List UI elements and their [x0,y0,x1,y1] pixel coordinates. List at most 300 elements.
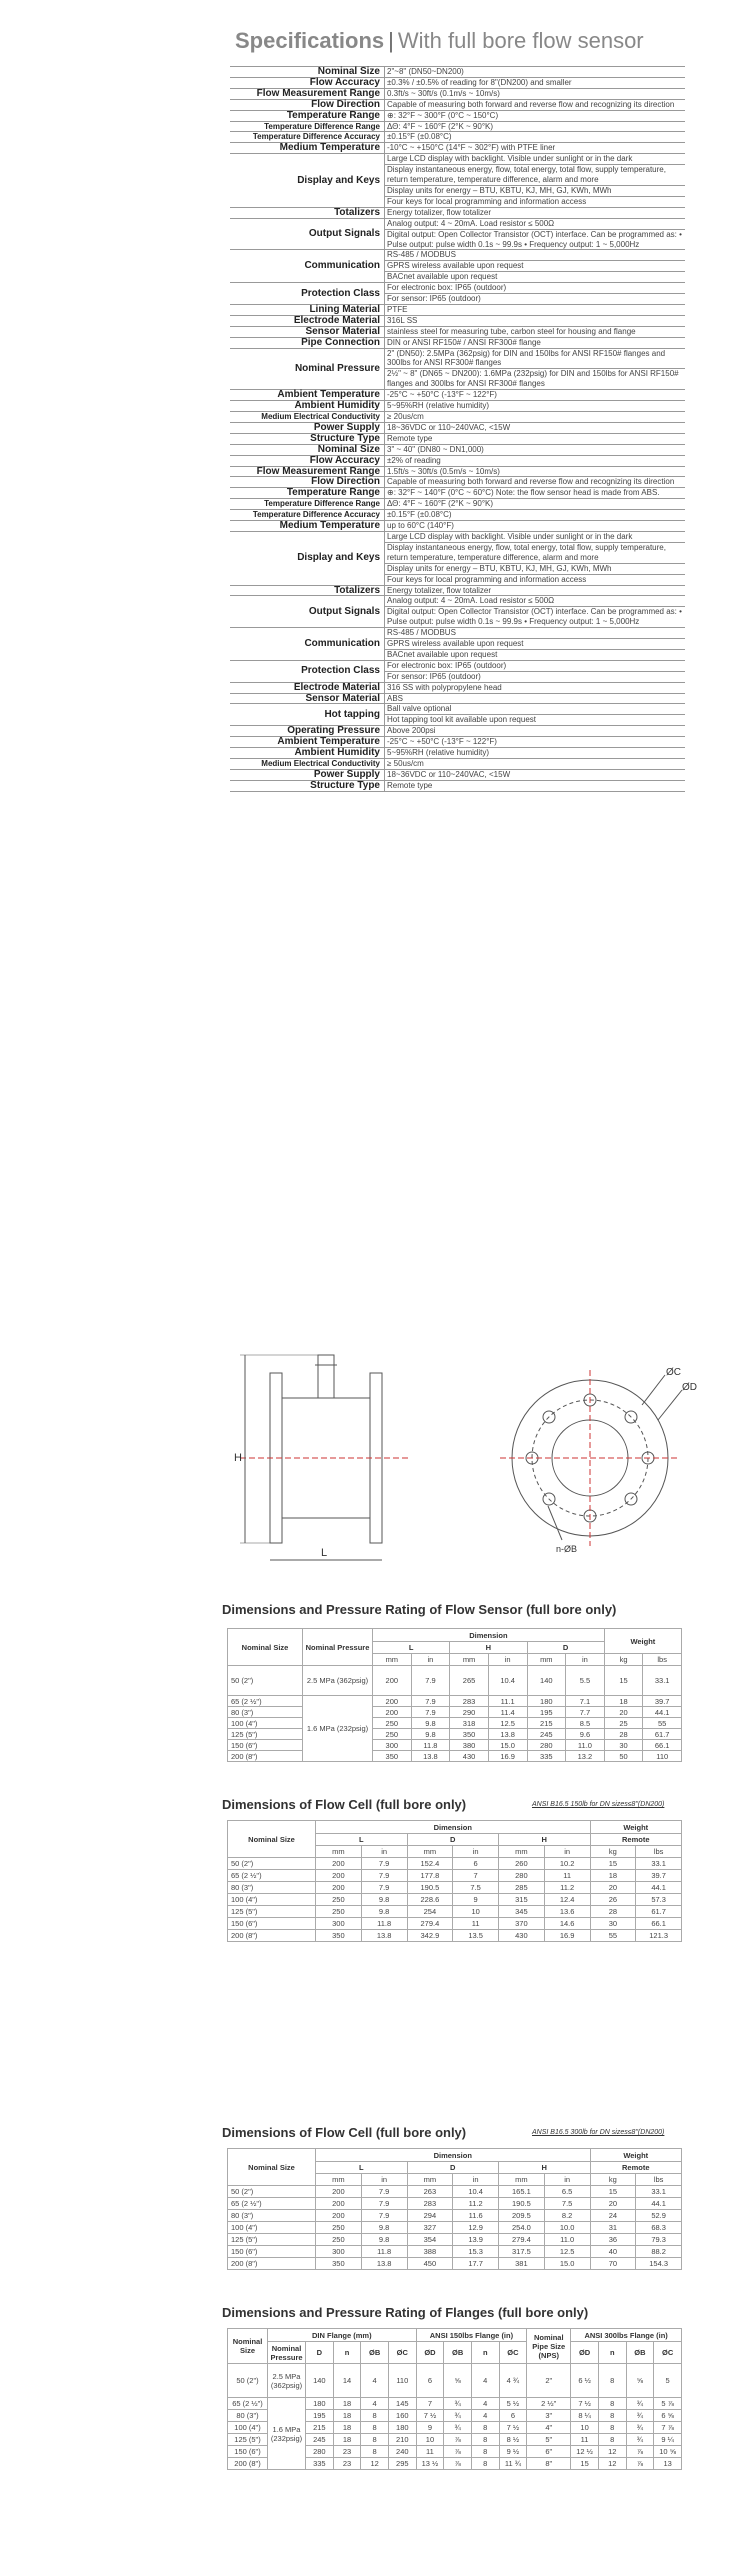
spec-label: Display and Keys [230,154,385,208]
table-cell: 121.3 [636,1930,682,1942]
table-cell: 11.8 [361,2246,407,2258]
spec-row [230,283,685,294]
title-subtitle: With full bore flow sensor [397,28,644,53]
table-cell: 15 [571,2458,599,2470]
table-cell: 279.4 [499,2234,545,2246]
table-cell: 10.4 [453,2186,499,2198]
table-cell: 8 [361,2446,389,2458]
table-cell: 13.5 [453,1930,499,1942]
table-cell: 26 [590,1894,636,1906]
table-cell: 6 ½ [571,2364,599,2398]
table-cell: 290 [450,1707,489,1718]
table-cell: 145 [388,2398,416,2410]
spec-value: -25°C ~ +50°C (-13°F ~ 122°F) [385,390,686,401]
spec-label: Sensor Material [230,693,385,704]
spec-label: Hot tapping [230,704,385,726]
table-cell: 8 [361,2410,389,2422]
table-cell: 50 [604,1751,643,1762]
table-cell: 7.5 [544,2198,590,2210]
table-cell: 195 [306,2410,334,2422]
table-cell: 250 [316,2222,362,2234]
cell150-note: ANSI B16.5 150lb for DN sizes≤8"(DN200) [532,1801,665,1808]
spec-label: Pipe Connection [230,337,385,348]
spec-value: 2½" ~ 8" (DN65 ~ DN200): 1.6MPa (232psig) for DIN and 150lbs for ANSI RF150# flanges and 300lbs for ANSI RF300# flanges [385,369,686,390]
unit-mm: mm [316,2174,362,2186]
table-cell: 8 [471,2434,499,2446]
table-cell: 15 [590,2186,636,2198]
table-cell: 80 (3") [228,1882,316,1894]
table-cell: 7.7 [566,1707,605,1718]
table-cell: 254.0 [499,2222,545,2234]
col-b: ØB [361,2342,389,2364]
table-cell: 15 [604,1666,643,1696]
col-d: D [527,1642,604,1654]
table-cell: 250 [316,1894,362,1906]
spec-value: -10°C ~ +150°C (14°F ~ 302°F) with PTFE liner [385,143,686,154]
col-din-flange: DIN Flange (mm) [268,2329,417,2342]
table-cell: 20 [590,2198,636,2210]
table-cell: 180 [306,2398,334,2410]
spec-value: Four keys for local programming and information access [385,574,686,585]
spec-label: Structure Type [230,780,385,791]
col-n: n [598,2342,626,2364]
spec-value: Digital output: Open Collector Transistor (OCT) interface. Can be programmed as: • Pulse output: pulse width 0.1s ~ 99.9s • Frequency output: 1 ~ 5,000Hz [385,229,686,250]
col-ansi300: ANSI 300lbs Flange (in) [571,2329,682,2342]
table-row [228,1906,682,1918]
table-cell: 9.8 [411,1729,450,1740]
table-row [228,2234,682,2246]
table-cell: 7 ⅞ [654,2422,682,2434]
unit-lbs: lbs [636,1846,682,1858]
l-label: L [321,1547,328,1559]
sensor-side-view [240,1355,410,1560]
spec-value: Large LCD display with backlight. Visible under sunlight or in the dark [385,154,686,165]
table-cell: 150 (6") [228,2246,316,2258]
spec-value: Energy totalizer, flow totalizer [385,585,686,596]
col-h: H [499,1834,591,1846]
holes-label: n-ØB [556,1544,578,1554]
spec-row [230,250,685,261]
col-nps: Nominal Pipe Size (NPS) [527,2329,571,2364]
table-cell: 8 ½ [499,2434,527,2446]
spec-row [230,510,685,521]
pressure-cell: 1.6 MPa (232psig) [303,1696,373,1762]
spec-row [230,132,685,143]
table-cell: 12 [598,2446,626,2458]
table-cell: 33.1 [643,1666,682,1696]
table-cell: 350 [373,1751,412,1762]
table-cell: 381 [499,2258,545,2270]
table-cell: 15 [590,1858,636,1870]
table-row [228,1729,682,1740]
h-label: H [234,1452,242,1464]
table-cell: 6" [527,2446,571,2458]
spec-row [230,401,685,412]
spec-value: ABS [385,693,686,704]
cell300-title: Dimensions of Flow Cell (full bore only) [222,2125,467,2140]
table-cell: 254 [407,1906,453,1918]
table-cell: 8" [527,2458,571,2470]
table-cell: ¾ [626,2398,654,2410]
table-cell: 39.7 [643,1696,682,1707]
col-b: ØB [444,2342,472,2364]
unit-in: in [488,1654,527,1666]
table-cell: 215 [306,2422,334,2434]
col-l: L [316,2162,408,2174]
col-l: L [373,1642,450,1654]
table-cell: 200 (8") [228,2458,268,2470]
sensor-neck [318,1355,334,1398]
table-cell: 4 [471,2364,499,2398]
table-cell: 9.8 [361,2234,407,2246]
page-title [235,28,644,54]
table-cell: 12.9 [453,2222,499,2234]
spec-row [230,596,685,607]
table-cell: 200 [373,1666,412,1696]
table-cell: 7 [416,2398,444,2410]
table-cell: 125 (5") [228,1906,316,1918]
table-cell: 2" [527,2364,571,2398]
table-cell: 14.6 [544,1918,590,1930]
col-b: ØB [626,2342,654,2364]
spec-value: ⊕: 32°F ~ 140°F (0°C ~ 60°C) Note: the flow sensor head is made from ABS. [385,488,686,499]
table-cell: 6.5 [544,2186,590,2198]
table-cell: 7 ½ [571,2398,599,2410]
table-cell: 295 [388,2458,416,2470]
table-cell: 195 [527,1707,566,1718]
table-cell: 2 ½" [527,2398,571,2410]
table-cell: 200 [373,1707,412,1718]
table-cell: 250 [316,2234,362,2246]
table-cell: 9.6 [566,1729,605,1740]
table-cell: 335 [306,2458,334,2470]
table-cell: 300 [373,1740,412,1751]
col-c: ØC [388,2342,416,2364]
spec-value: ⊕: 32°F ~ 300°F (0°C ~ 150°C) [385,110,686,121]
spec-value: 316 SS with polypropylene head [385,682,686,693]
col-dimension: Dimension [316,1821,591,1834]
spec-value: ΔΘ: 4°F ~ 160°F (2°K ~ 90°K) [385,499,686,510]
col-nominal-size: Nominal Size [228,2329,268,2364]
table-cell: 12 [361,2458,389,2470]
spec-row [230,455,685,466]
spec-value: Display units for energy – BTU, KBTU, KJ, MH, GJ, KWh, MWh [385,185,686,196]
spec-value: DIN or ANSI RF150# / ANSI RF300# flange [385,337,686,348]
table-cell: 7.9 [361,2186,407,2198]
table-cell: 125 (5") [228,2234,316,2246]
spec-label: Ambient Humidity [230,401,385,412]
spec-row [230,99,685,110]
spec-label: Totalizers [230,585,385,596]
spec-row [230,110,685,121]
spec-label: Nominal Pressure [230,348,385,390]
unit-in: in [361,2174,407,2186]
table-row [228,2258,682,2270]
table-cell: 200 [316,1882,362,1894]
table-cell: 11.0 [566,1740,605,1751]
table-cell: ¾ [444,2398,472,2410]
table-cell: 100 (4") [228,2222,316,2234]
unit-mm: mm [407,1846,453,1858]
table-cell: 17.7 [453,2258,499,2270]
table-cell: 327 [407,2222,453,2234]
table-cell: 200 [316,2210,362,2222]
table-cell: 285 [499,1882,545,1894]
spec-value: 2" (DN50): 2.5MPa (362psig) for DIN and 150lbs for ANSI RF150# flanges and 300lbs for ANSI RF300# flanges [385,348,686,369]
table-cell: 33.1 [636,1858,682,1870]
table-cell: 380 [450,1740,489,1751]
spec-row [230,499,685,510]
table-cell: 5 [654,2364,682,2398]
table-cell: 11 [416,2446,444,2458]
pressure-cell: 2.5 MPa (362psig) [268,2364,306,2398]
table-cell: 8.5 [566,1718,605,1729]
spec-row [230,218,685,229]
unit-in: in [361,1846,407,1858]
table-cell: 55 [643,1718,682,1729]
table-cell: 80 (3") [228,2210,316,2222]
table-cell: 52.9 [636,2210,682,2222]
table-cell: 240 [388,2446,416,2458]
table-cell: 7.9 [411,1666,450,1696]
table-cell: 300 [316,2246,362,2258]
table-cell: ¾ [626,2434,654,2446]
table-cell: 250 [373,1729,412,1740]
table-cell: 280 [306,2446,334,2458]
flange-table [227,2328,682,2470]
holes-leader [548,1506,562,1540]
flange-front-view [500,1370,682,1546]
spec-value: GPRS wireless available upon request [385,261,686,272]
table-cell: 279.4 [407,1918,453,1930]
table-cell: 70 [590,2258,636,2270]
table-row [228,1751,682,1762]
table-cell: 44.1 [636,2198,682,2210]
table-cell: 28 [590,1906,636,1918]
spec-label: Temperature Range [230,110,385,121]
table-cell: 13.8 [361,2258,407,2270]
table-cell: 10 [571,2422,599,2434]
table-cell: 66.1 [643,1740,682,1751]
c-leader [642,1375,665,1405]
table-cell: 7.9 [361,2198,407,2210]
table-cell: 4 ¾ [499,2364,527,2398]
table-cell: 8 [598,2410,626,2422]
table-cell: 65 (2 ½") [228,1870,316,1882]
table-cell: 9.8 [361,2222,407,2234]
table-cell: 370 [499,1918,545,1930]
table-row [228,1882,682,1894]
col-nominal-pressure: Nominal Pressure [268,2342,306,2364]
table-cell: 8 [598,2398,626,2410]
table-cell: 180 [388,2422,416,2434]
spec-label: Flow Measurement Range [230,466,385,477]
pressure-cell: 2.5 MPa (362psig) [303,1666,373,1696]
table-cell: 250 [316,1906,362,1918]
table-cell: 150 (6") [228,1918,316,1930]
spec-value: stainless steel for measuring tube, carbon steel for housing and flange [385,326,686,337]
table-cell: 18 [333,2422,361,2434]
title-separator: | [388,28,394,53]
table-cell: 18 [590,1870,636,1882]
table-cell: 65 (2 ½") [228,2198,316,2210]
pressure-cell: 1.6 MPa (232psig) [268,2398,306,2470]
table-cell: 9.8 [361,1906,407,1918]
spec-label: Medium Electrical Conductivity [230,412,385,423]
flange-table-title: Dimensions and Pressure Rating of Flanges (full bore only) [222,2305,589,2320]
table-cell: ⅞ [444,2458,472,2470]
spec-value: Display instantaneous energy, flow, total energy, total flow, supply temperature, return temperature, temperature difference, alarm and more [385,542,686,563]
spec-row [230,412,685,423]
table-cell: 14 [333,2364,361,2398]
spec-row [230,121,685,132]
spec-label: Temperature Difference Accuracy [230,510,385,521]
flow-sensor-drawing [220,1335,700,1585]
spec-label: Power Supply [230,769,385,780]
col-d: D [407,1834,499,1846]
col-dimension: Dimension [316,2149,591,2162]
table-row [228,1894,682,1906]
unit-mm: mm [373,1654,412,1666]
table-cell: 57.3 [636,1894,682,1906]
spec-value: BACnet available upon request [385,649,686,660]
table-cell: 150 (6") [228,2446,268,2458]
spec-row [230,769,685,780]
table-cell: 9.8 [361,1894,407,1906]
table-cell: 28 [604,1729,643,1740]
spec-row [230,337,685,348]
table-cell: 30 [604,1740,643,1751]
spec-row [230,531,685,542]
table-cell: ⅝ [626,2364,654,2398]
spec-value: Energy totalizer, flow totalizer [385,207,686,218]
table-cell: 7 ½ [499,2422,527,2434]
spec-value: Hot tapping tool kit available upon request [385,715,686,726]
col-remote: Remote [590,2162,682,2174]
table-cell: 350 [316,2258,362,2270]
table-cell: 12 ½ [571,2446,599,2458]
table-cell: 50 (2") [228,1858,316,1870]
col-n: n [333,2342,361,2364]
spec-row [230,348,685,369]
table-cell: ¾ [444,2410,472,2422]
table-cell: 40 [590,2246,636,2258]
table-cell: 12 [598,2458,626,2470]
spec-row [230,422,685,433]
table-cell: 100 (4") [228,1718,303,1729]
table-cell: ¾ [626,2422,654,2434]
unit-mm: mm [527,1654,566,1666]
spec-row [230,143,685,154]
spec-value: For sensor: IP65 (outdoor) [385,294,686,305]
table-cell: 31 [590,2222,636,2234]
table-cell: 8 [471,2458,499,2470]
table-row [228,2246,682,2258]
table-cell: 10 [453,1906,499,1918]
table-row [228,1918,682,1930]
table-cell: 354 [407,2234,453,2246]
spec-row [230,326,685,337]
unit-in: in [544,2174,590,2186]
table-cell: 315 [499,1894,545,1906]
table-cell: 180 [527,1696,566,1707]
table-cell: 8.2 [544,2210,590,2222]
table-cell: 10 [416,2434,444,2446]
spec-value: Large LCD display with backlight. Visible under sunlight or in the dark [385,531,686,542]
table-cell: 100 (4") [228,2422,268,2434]
unit-in: in [544,1846,590,1858]
table-cell: ¾ [444,2422,472,2434]
table-cell: 5 ½ [499,2398,527,2410]
table-cell: ⅝ [444,2364,472,2398]
table-cell: 280 [499,1870,545,1882]
table-cell: 11.0 [544,2234,590,2246]
table-cell: ⅞ [626,2446,654,2458]
table-cell: 13.8 [411,1751,450,1762]
table-cell: 44.1 [636,1882,682,1894]
col-nominal-pressure: Nominal Pressure [303,1629,373,1666]
table-cell: 110 [388,2364,416,2398]
spec-value: 5~95%RH (relative humidity) [385,401,686,412]
spec-label: Output Signals [230,596,385,628]
spec-label: Output Signals [230,218,385,250]
table-cell: 430 [450,1751,489,1762]
table-cell: 65 (2 ½") [228,1696,303,1707]
spec-label: Temperature Range [230,488,385,499]
table-cell: 18 [333,2398,361,2410]
table-row [228,2198,682,2210]
cell300-note: ANSI B16.5 300lb for DN sizes≤8"(DN200) [532,2129,665,2136]
table-cell: 13 [654,2458,682,2470]
spec-value: 1.5ft/s ~ 30ft/s (0.5m/s ~ 10m/s) [385,466,686,477]
table-cell: 9 ¼ [654,2434,682,2446]
spec-label: Medium Temperature [230,143,385,154]
table-cell: 12.4 [544,1894,590,1906]
unit-kg: kg [604,1654,643,1666]
sensor-dimensions-table [227,1628,682,1762]
table-cell: 13.6 [544,1906,590,1918]
table-cell: 200 [316,1870,362,1882]
spec-row [230,704,685,715]
table-cell: 8 [471,2446,499,2458]
table-cell: 7.9 [411,1707,450,1718]
title-main: Specifications [235,28,385,53]
table-cell: 9 [453,1894,499,1906]
table-cell: 11 [544,1870,590,1882]
spec-row [230,521,685,532]
col-h: H [450,1642,527,1654]
spec-value: For sensor: IP65 (outdoor) [385,671,686,682]
col-nominal-size: Nominal Size [228,1629,303,1666]
cell300-table [227,2148,682,2270]
table-cell: 140 [306,2364,334,2398]
spec-value: 2"~8" (DN50~DN200) [385,67,686,78]
spec-label: Temperature Difference Range [230,499,385,510]
table-cell: 11.2 [453,2198,499,2210]
table-cell: 388 [407,2246,453,2258]
table-cell: 150 (6") [228,1740,303,1751]
unit-kg: kg [590,1846,636,1858]
table-cell: ⅞ [444,2434,472,2446]
table-cell: 200 [316,2198,362,2210]
table-cell: 36 [590,2234,636,2246]
table-cell: 25 [604,1718,643,1729]
spec-value: Display instantaneous energy, flow, total energy, total flow, supply temperature, return temperature, temperature difference, alarm and more [385,165,686,186]
spec-value: Capable of measuring both forward and reverse flow and recognizing its direction [385,99,686,110]
table-cell: 18 [604,1696,643,1707]
spec-value: PTFE [385,304,686,315]
table-cell: 16.9 [544,1930,590,1942]
